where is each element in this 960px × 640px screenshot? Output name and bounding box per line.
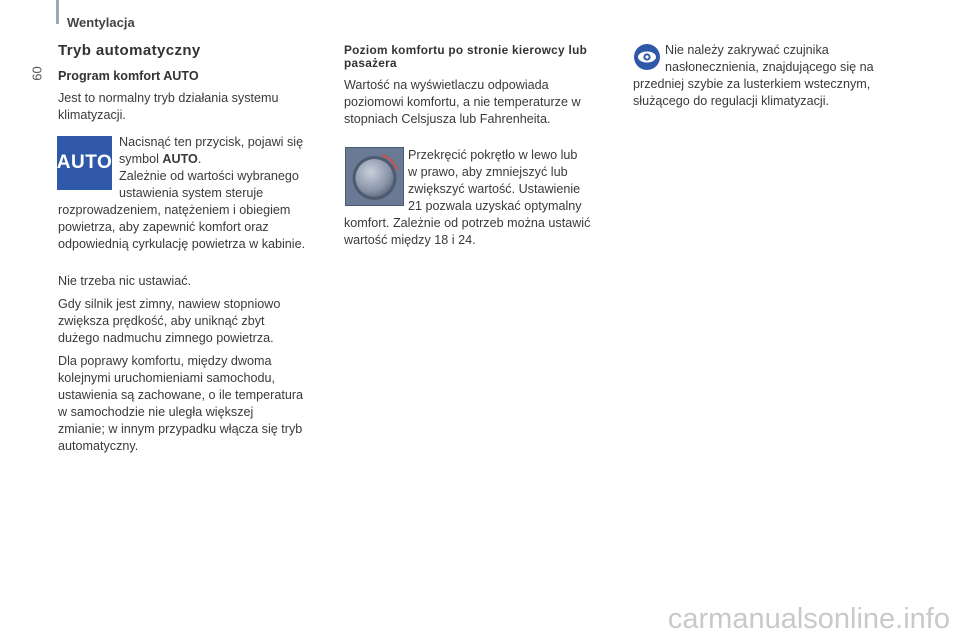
subheading: Program komfort AUTO bbox=[58, 69, 199, 83]
para2-full: rozprowadzeniem, natężeniem i obiegiem powietrza, aby zapewnić komfort oraz odpowiednią cyrkulację powietrza w kabinie. bbox=[58, 203, 306, 251]
left-column bbox=[58, 42, 333, 124]
temperature-knob-icon bbox=[345, 147, 404, 206]
eye-icon bbox=[634, 44, 660, 70]
auto-button-icon: AUTO bbox=[57, 136, 112, 190]
main-heading: Tryb automatyczny bbox=[58, 42, 201, 59]
sidebar-accent-bar bbox=[56, 0, 59, 24]
knob-text-indented: Przekręcić pokrętło w lewo lub w prawo, aby zmniejszyć lub zwiększyć wartość. Ustawienie 21 pozwala uzyskać optymalny bbox=[408, 148, 582, 213]
note-indented: Nie należy zakrywać czujnika nasłonecznienia, znajdującego się na bbox=[665, 43, 874, 74]
intro-line: klimatyzacji. bbox=[58, 108, 126, 122]
para2-indented: Zależnie od wartości wybranego ustawienia system steruje bbox=[119, 169, 299, 200]
middle-heading: Poziom komfortu po stronie kierowcy lub bbox=[344, 43, 588, 57]
para3: Nie trzeba nic ustawiać. bbox=[58, 274, 191, 288]
watermark: carmanualsonline.info bbox=[667, 603, 950, 635]
note-full: przedniej szybie za lusterkiem wstecznym, służącego do regulacji klimatyzacji. bbox=[633, 77, 871, 108]
section-title: Wentylacja bbox=[67, 15, 135, 30]
knob-text-full: komfort. Zależnie od potrzeb można ustawić wartość między 18 i 24. bbox=[344, 216, 591, 247]
page-number: 60 bbox=[29, 66, 45, 81]
press-text: Nacisnąć ten przycisk, pojawi się symbol AUTO. bbox=[119, 135, 304, 166]
intro-line: Jest to normalny tryb działania systemu bbox=[58, 91, 279, 105]
left-lower-text: Nie trzeba nic ustawiać. Gdy silnik jest zimny, nawiew stopniowo zwiększa prędkość, aby uniknąć zbyt dużego nadmuchu zimnego powietrza. Dla poprawy komfortu, między dwoma kolejnymi uruchomieniami samochodu, ustawienia są zachowane, o ile temperatura w samochodzie nie uległa większej zmianie; w innym przypadku włącza się tryb automatyczny. bbox=[58, 273, 333, 455]
middle-column: Poziom komfortu po stronie kierowcy lub pasażera Wartość na wyświetlaczu odpowiada poziomowi komfortu, a nie temperaturze w stopniach Celsjusza lub Fahrenheita. bbox=[344, 44, 619, 128]
